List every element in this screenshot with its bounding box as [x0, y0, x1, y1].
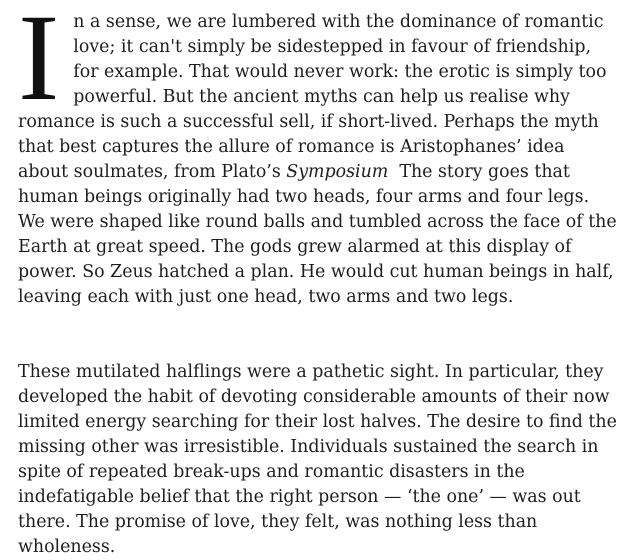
drop-cap: I	[18, 0, 60, 126]
article-body	[18, 0, 618, 560]
paragraph-2: These mutilated halflings were a pathetic sight. In particular, they developed the habit of devoting considerable amounts of their now limited energy searching for their lost halves. The desire to find the missing other was irresistible. Individuals sustained the search in spite of repeated break-ups and romantic disasters in the indefatigable belief that the right person — ‘the one’ — was out there. The promise of love, they felt, was nothing less than wholeness.	[18, 362, 617, 557]
paragraph-1-text-before: n a sense, we are lumbered with the dominance of romantic love; it can't simply be sidestepped in favour of friendship, for example. That would never work: the erotic is simply too powerful. But the ancient myths can help us realise why romance is such a successful sell, if short-lived. Perhaps the myth that best captures the allure of romance is Aristophanes’ idea about soulmates, from Plato’s	[18, 12, 607, 182]
paragraph-1	[18, 0, 618, 310]
book-title: Symposium	[286, 162, 389, 182]
paragraph-1-text-after: The story goes that human beings originally had two heads, four arms and four legs. We were shaped like round balls and tumbled across the face of the Earth at great speed. The gods grew alarmed at this display of power. So Zeus hatched a plan. He would cut human beings in half, leaving each with just one head, two arms and two legs.	[18, 162, 617, 307]
